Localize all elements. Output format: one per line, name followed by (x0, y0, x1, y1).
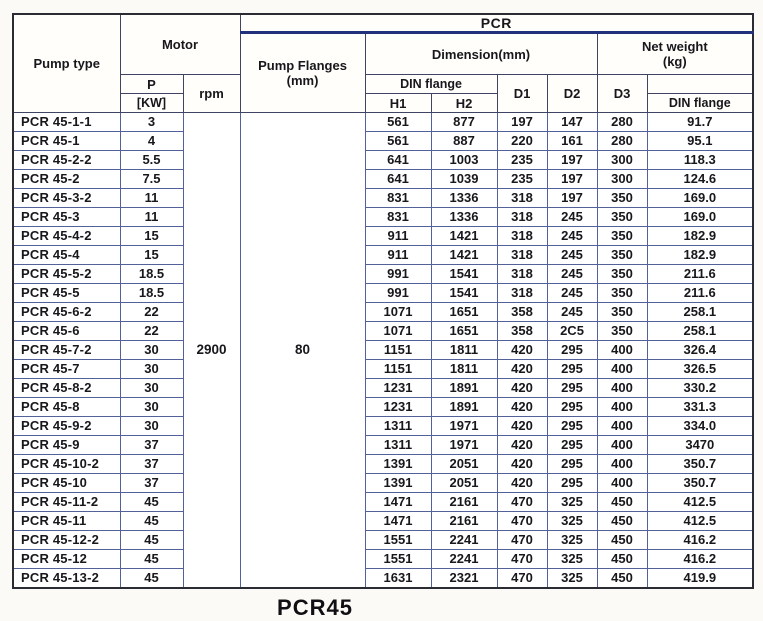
d2-cell: 245 (547, 208, 597, 227)
h2-header: H2 (431, 94, 497, 113)
h1-cell: 1471 (365, 512, 431, 531)
net-weight-cell: 412.5 (647, 493, 753, 512)
d1-cell: 420 (497, 398, 547, 417)
d1-cell: 235 (497, 170, 547, 189)
pump-type-cell: PCR 45-7-2 (13, 341, 120, 360)
d2-cell: 147 (547, 113, 597, 132)
h2-cell: 1891 (431, 379, 497, 398)
d1-cell: 420 (497, 436, 547, 455)
d3-cell: 400 (597, 379, 647, 398)
d3-cell: 350 (597, 265, 647, 284)
pump-type-cell: PCR 45-1 (13, 132, 120, 151)
pump-type-cell: PCR 45-1-1 (13, 113, 120, 132)
net-weight-cell: 334.0 (647, 417, 753, 436)
table-row (13, 246, 753, 265)
net-weight-cell: 416.2 (647, 531, 753, 550)
h2-cell: 877 (431, 113, 497, 132)
net-weight-cell: 416.2 (647, 550, 753, 569)
h1-cell: 1391 (365, 474, 431, 493)
power-kw-cell: 30 (120, 341, 183, 360)
pump-type-cell: PCR 45-4 (13, 246, 120, 265)
h2-cell: 2161 (431, 512, 497, 531)
d2-cell: 197 (547, 151, 597, 170)
h2-cell: 1336 (431, 208, 497, 227)
h1-cell: 1311 (365, 436, 431, 455)
pump-type-cell: PCR 45-10-2 (13, 455, 120, 474)
pump-type-cell: PCR 45-12 (13, 550, 120, 569)
h1-cell: 911 (365, 246, 431, 265)
h2-cell: 1651 (431, 303, 497, 322)
net-weight-cell: 182.9 (647, 227, 753, 246)
table-row (13, 265, 753, 284)
pump-type-cell: PCR 45-7 (13, 360, 120, 379)
net-weight-cell: 211.6 (647, 284, 753, 303)
table-row (13, 227, 753, 246)
table-row (13, 379, 753, 398)
d3-cell: 300 (597, 170, 647, 189)
d1-cell: 318 (497, 227, 547, 246)
d3-cell: 400 (597, 436, 647, 455)
pump-type-cell: PCR 45-3-2 (13, 189, 120, 208)
d1-cell: 470 (497, 531, 547, 550)
h1-cell: 1551 (365, 531, 431, 550)
power-kw-cell: 22 (120, 322, 183, 341)
p-header: P (120, 75, 183, 94)
net-weight-unit: (kg) (662, 54, 687, 69)
d3-cell: 280 (597, 132, 647, 151)
d2-cell: 295 (547, 417, 597, 436)
h2-cell: 2161 (431, 493, 497, 512)
d3-cell: 400 (597, 398, 647, 417)
power-kw-cell: 45 (120, 550, 183, 569)
h1-cell: 1631 (365, 569, 431, 589)
h2-cell: 1039 (431, 170, 497, 189)
d2-cell: 245 (547, 246, 597, 265)
h2-cell: 1541 (431, 284, 497, 303)
h2-cell: 887 (431, 132, 497, 151)
power-kw-cell: 30 (120, 379, 183, 398)
pump-type-cell: PCR 45-8-2 (13, 379, 120, 398)
h1-cell: 1231 (365, 379, 431, 398)
h2-cell: 1971 (431, 417, 497, 436)
net-weight-cell: 95.1 (647, 132, 753, 151)
d2-cell: 245 (547, 227, 597, 246)
h2-cell: 2241 (431, 531, 497, 550)
d2-cell: 325 (547, 531, 597, 550)
d3-cell: 350 (597, 208, 647, 227)
d1-cell: 420 (497, 341, 547, 360)
d1-cell: 420 (497, 455, 547, 474)
h1-cell: 1551 (365, 550, 431, 569)
d2-header: D2 (547, 75, 597, 113)
power-kw-cell: 37 (120, 474, 183, 493)
pcr-header: PCR (240, 14, 753, 33)
d3-cell: 400 (597, 360, 647, 379)
h1-cell: 561 (365, 113, 431, 132)
d2-cell: 295 (547, 436, 597, 455)
net-weight-cell: 118.3 (647, 151, 753, 170)
h2-cell: 1421 (431, 246, 497, 265)
table-row (13, 417, 753, 436)
d1-cell: 470 (497, 569, 547, 589)
power-kw-cell: 30 (120, 360, 183, 379)
power-kw-cell: 11 (120, 189, 183, 208)
d1-cell: 420 (497, 379, 547, 398)
power-kw-cell: 45 (120, 569, 183, 589)
power-kw-cell: 15 (120, 246, 183, 265)
d3-cell: 350 (597, 227, 647, 246)
din-flange-weight-header: DIN flange (647, 94, 753, 113)
power-kw-cell: 45 (120, 531, 183, 550)
pump-flanges-unit: (mm) (286, 73, 319, 88)
d2-cell: 295 (547, 360, 597, 379)
power-kw-cell: 45 (120, 493, 183, 512)
p-unit-header: [KW] (120, 94, 183, 113)
h1-cell: 831 (365, 208, 431, 227)
net-weight-cell: 169.0 (647, 189, 753, 208)
d2-cell: 325 (547, 569, 597, 589)
power-kw-cell: 7.5 (120, 170, 183, 189)
h1-cell: 1311 (365, 417, 431, 436)
net-weight-cell: 326.4 (647, 341, 753, 360)
pump-type-cell: PCR 45-4-2 (13, 227, 120, 246)
table-row (13, 531, 753, 550)
h1-cell: 1231 (365, 398, 431, 417)
d2-cell: 325 (547, 550, 597, 569)
pump-type-cell: PCR 45-11-2 (13, 493, 120, 512)
net-weight-cell: 419.9 (647, 569, 753, 589)
d1-cell: 197 (497, 113, 547, 132)
d3-cell: 350 (597, 303, 647, 322)
net-weight-spacer-cell (647, 75, 753, 94)
power-kw-cell: 11 (120, 208, 183, 227)
table-row (13, 398, 753, 417)
pump-flanges-value-cell: 80 (240, 113, 365, 589)
d3-cell: 400 (597, 455, 647, 474)
d3-cell: 280 (597, 113, 647, 132)
net-weight-cell: 330.2 (647, 379, 753, 398)
d3-cell: 300 (597, 151, 647, 170)
d3-cell: 450 (597, 531, 647, 550)
pump-flanges-header (240, 33, 365, 113)
power-kw-cell: 3 (120, 113, 183, 132)
d1-cell: 318 (497, 246, 547, 265)
power-kw-cell: 15 (120, 227, 183, 246)
d3-cell: 400 (597, 474, 647, 493)
d2-cell: 295 (547, 398, 597, 417)
table-caption: PCR45 (277, 595, 353, 620)
d1-cell: 318 (497, 208, 547, 227)
d2-cell: 197 (547, 170, 597, 189)
h2-cell: 1971 (431, 436, 497, 455)
pump-type-header: Pump type (13, 14, 120, 113)
pump-type-cell: PCR 45-2-2 (13, 151, 120, 170)
net-weight-cell: 124.6 (647, 170, 753, 189)
h2-cell: 1651 (431, 322, 497, 341)
h1-cell: 991 (365, 284, 431, 303)
d3-cell: 400 (597, 417, 647, 436)
d2-cell: 2C5 (547, 322, 597, 341)
d1-cell: 420 (497, 417, 547, 436)
power-kw-cell: 22 (120, 303, 183, 322)
h1-cell: 831 (365, 189, 431, 208)
net-weight-cell: 258.1 (647, 322, 753, 341)
net-weight-cell: 182.9 (647, 246, 753, 265)
net-weight-cell: 258.1 (647, 303, 753, 322)
h1-cell: 911 (365, 227, 431, 246)
power-kw-cell: 37 (120, 455, 183, 474)
power-kw-cell: 30 (120, 417, 183, 436)
h2-cell: 2321 (431, 569, 497, 589)
h2-cell: 2051 (431, 455, 497, 474)
table-row (13, 550, 753, 569)
d1-cell: 470 (497, 550, 547, 569)
h2-cell: 1336 (431, 189, 497, 208)
d1-header: D1 (497, 75, 547, 113)
table-row (13, 455, 753, 474)
d3-cell: 450 (597, 569, 647, 589)
table-row (13, 493, 753, 512)
table-row (13, 512, 753, 531)
d1-cell: 358 (497, 322, 547, 341)
pump-type-cell: PCR 45-11 (13, 512, 120, 531)
d1-cell: 470 (497, 493, 547, 512)
pump-flanges-label: Pump Flanges (258, 58, 347, 73)
d1-cell: 470 (497, 512, 547, 531)
h2-cell: 1003 (431, 151, 497, 170)
pump-type-cell: PCR 45-13-2 (13, 569, 120, 589)
motor-header: Motor (120, 14, 240, 75)
table-header (13, 14, 753, 113)
pump-type-cell: PCR 45-12-2 (13, 531, 120, 550)
d1-cell: 318 (497, 284, 547, 303)
h2-cell: 1811 (431, 341, 497, 360)
pump-type-cell: PCR 45-5-2 (13, 265, 120, 284)
h1-cell: 1071 (365, 322, 431, 341)
h2-cell: 1541 (431, 265, 497, 284)
power-kw-cell: 18.5 (120, 284, 183, 303)
d2-cell: 161 (547, 132, 597, 151)
d2-cell: 245 (547, 265, 597, 284)
h1-cell: 641 (365, 170, 431, 189)
table-row (13, 113, 753, 132)
net-weight-header (597, 33, 753, 75)
d2-cell: 197 (547, 189, 597, 208)
d2-cell: 295 (547, 379, 597, 398)
d3-cell: 350 (597, 189, 647, 208)
net-weight-label: Net weight (641, 39, 708, 54)
d2-cell: 325 (547, 493, 597, 512)
net-weight-cell: 211.6 (647, 265, 753, 284)
pump-type-cell: PCR 45-6 (13, 322, 120, 341)
rpm-value-cell: 2900 (183, 113, 240, 589)
h1-cell: 991 (365, 265, 431, 284)
d3-cell: 450 (597, 512, 647, 531)
table-row (13, 360, 753, 379)
h2-cell: 1891 (431, 398, 497, 417)
pump-spec-table (12, 13, 754, 589)
d3-cell: 450 (597, 493, 647, 512)
d2-cell: 295 (547, 455, 597, 474)
power-kw-cell: 18.5 (120, 265, 183, 284)
h2-cell: 2241 (431, 550, 497, 569)
d3-header: D3 (597, 75, 647, 113)
d1-cell: 358 (497, 303, 547, 322)
d1-cell: 420 (497, 474, 547, 493)
table-row (13, 208, 753, 227)
d1-cell: 220 (497, 132, 547, 151)
pump-type-cell: PCR 45-5 (13, 284, 120, 303)
table-row (13, 341, 753, 360)
d2-cell: 295 (547, 474, 597, 493)
table-row (13, 436, 753, 455)
d2-cell: 245 (547, 284, 597, 303)
net-weight-cell: 91.7 (647, 113, 753, 132)
dimension-header: Dimension(mm) (365, 33, 597, 75)
table-row (13, 189, 753, 208)
pump-type-cell: PCR 45-10 (13, 474, 120, 493)
d2-cell: 295 (547, 341, 597, 360)
h2-cell: 1811 (431, 360, 497, 379)
net-weight-cell: 3470 (647, 436, 753, 455)
table-body (13, 113, 753, 589)
pump-type-cell: PCR 45-2 (13, 170, 120, 189)
power-kw-cell: 45 (120, 512, 183, 531)
pump-type-cell: PCR 45-9 (13, 436, 120, 455)
d3-cell: 350 (597, 246, 647, 265)
d3-cell: 350 (597, 322, 647, 341)
pump-type-cell: PCR 45-9-2 (13, 417, 120, 436)
d3-cell: 350 (597, 284, 647, 303)
net-weight-cell: 169.0 (647, 208, 753, 227)
table-row (13, 170, 753, 189)
din-flange-dim-header: DIN flange (365, 75, 497, 94)
h1-cell: 641 (365, 151, 431, 170)
rpm-header: rpm (183, 75, 240, 113)
h1-cell: 1151 (365, 360, 431, 379)
pump-type-cell: PCR 45-6-2 (13, 303, 120, 322)
d3-cell: 450 (597, 550, 647, 569)
table-row (13, 132, 753, 151)
net-weight-cell: 326.5 (647, 360, 753, 379)
d2-cell: 245 (547, 303, 597, 322)
h1-cell: 1071 (365, 303, 431, 322)
h2-cell: 1421 (431, 227, 497, 246)
d2-cell: 325 (547, 512, 597, 531)
net-weight-cell: 331.3 (647, 398, 753, 417)
h1-cell: 561 (365, 132, 431, 151)
h1-cell: 1391 (365, 455, 431, 474)
d1-cell: 318 (497, 189, 547, 208)
table-row (13, 474, 753, 493)
d1-cell: 420 (497, 360, 547, 379)
d3-cell: 400 (597, 341, 647, 360)
pump-type-cell: PCR 45-3 (13, 208, 120, 227)
power-kw-cell: 30 (120, 398, 183, 417)
d1-cell: 235 (497, 151, 547, 170)
h1-header: H1 (365, 94, 431, 113)
power-kw-cell: 37 (120, 436, 183, 455)
h1-cell: 1151 (365, 341, 431, 360)
net-weight-cell: 350.7 (647, 455, 753, 474)
table-row (13, 151, 753, 170)
pump-type-cell: PCR 45-8 (13, 398, 120, 417)
net-weight-cell: 350.7 (647, 474, 753, 493)
h2-cell: 2051 (431, 474, 497, 493)
power-kw-cell: 4 (120, 132, 183, 151)
table-row (13, 284, 753, 303)
power-kw-cell: 5.5 (120, 151, 183, 170)
d1-cell: 318 (497, 265, 547, 284)
h1-cell: 1471 (365, 493, 431, 512)
net-weight-cell: 412.5 (647, 512, 753, 531)
table-row (13, 322, 753, 341)
table-row (13, 303, 753, 322)
table-row (13, 569, 753, 589)
